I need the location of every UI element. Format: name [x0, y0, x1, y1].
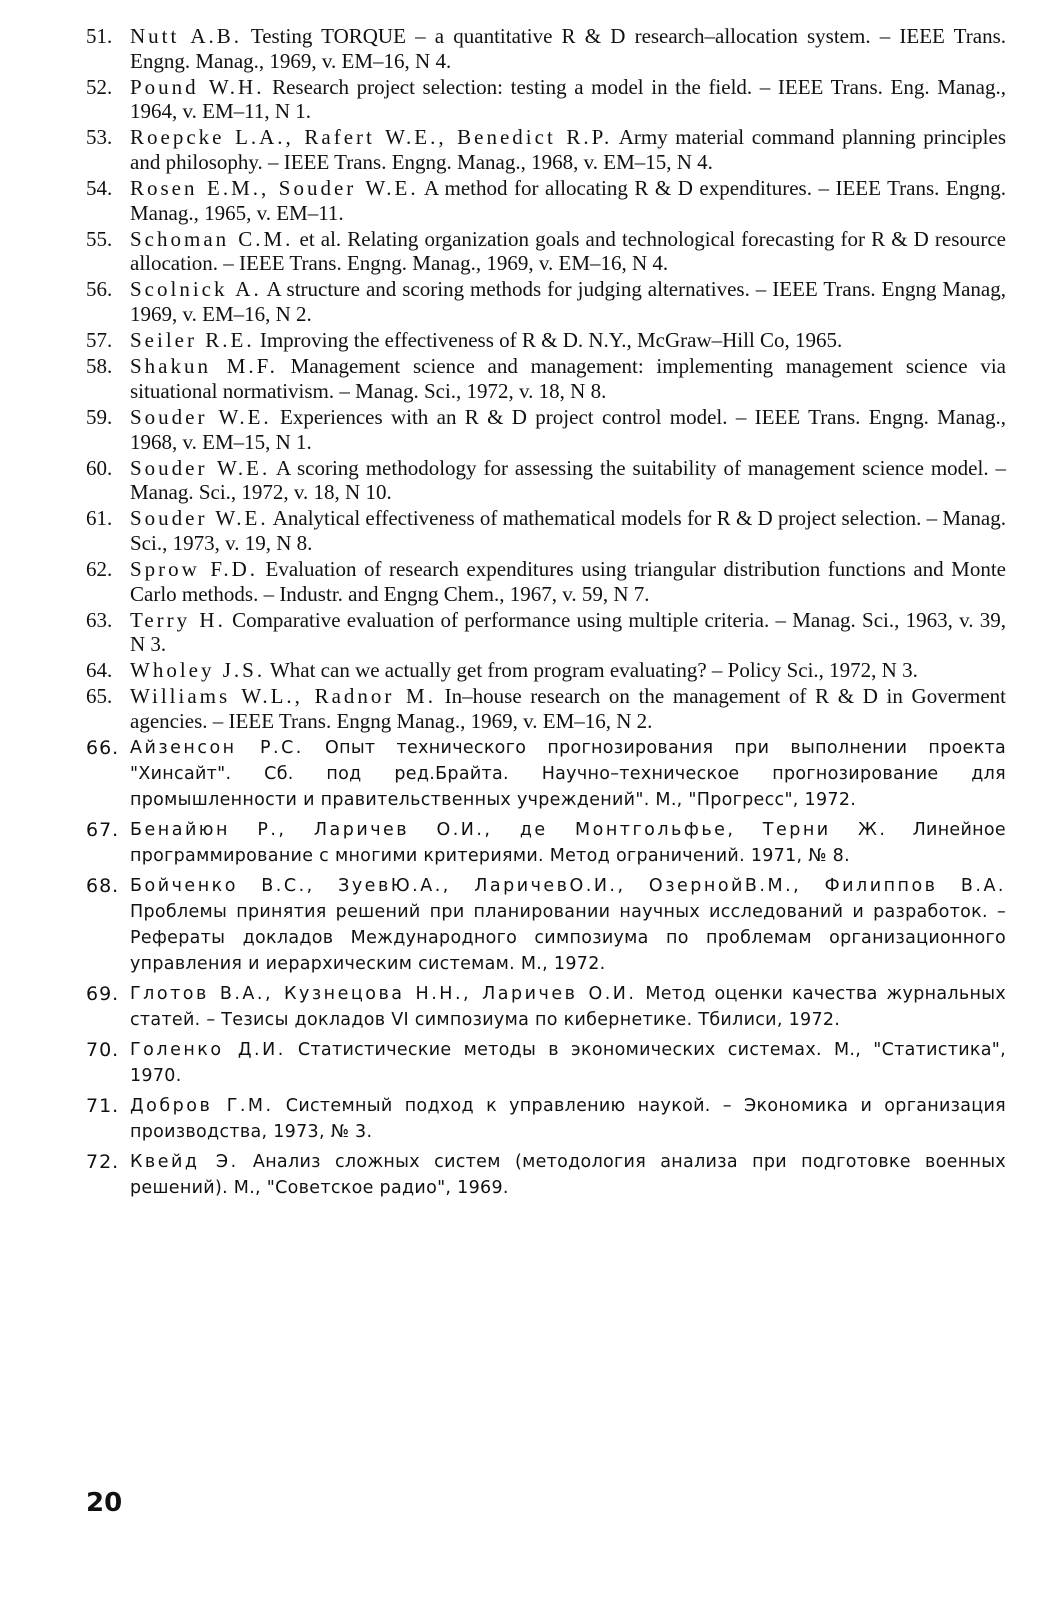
reference-item — [86, 24, 1006, 73]
reference-item — [86, 1149, 1006, 1201]
reference-item — [86, 817, 1006, 869]
reference-number: 60. — [86, 455, 113, 480]
reference-item — [86, 658, 1006, 683]
reference-number: 57. — [86, 328, 113, 353]
reference-number: 53. — [86, 125, 113, 150]
reference-author: Scolnick A. — [130, 277, 262, 302]
reference-item — [86, 873, 1006, 977]
reference-text: A scoring methodology for assessing the suitability of management science model. – Manag. Sci., 1972, v. 18, N 10. — [130, 455, 1006, 505]
reference-item — [86, 176, 1006, 225]
reference-text: Management science and management: implementing management science via situational normativism. – Manag. Sci., 1972, v. 18, N 8. — [130, 354, 1006, 403]
reference-number: 52. — [86, 74, 113, 99]
reference-text: Improving the effectiveness of R & D. N.Y., McGraw–Hill Co, 1965. — [259, 328, 843, 353]
reference-item — [86, 277, 1006, 326]
reference-text: Проблемы принятия решений при планировании научных исследований и разработок. – Рефераты докладов Международного симпозиума по проблемам организационного управления и иерархическим системам. М., 1972. — [130, 902, 1006, 975]
reference-number: 70. — [86, 1039, 120, 1062]
reference-item — [86, 328, 1006, 353]
reference-author: Добров Г.М. — [130, 1096, 274, 1117]
reference-item — [86, 125, 1006, 174]
reference-number: 64. — [86, 658, 113, 683]
reference-author: Seiler R.E. — [130, 328, 255, 353]
reference-text: Evaluation of research expenditures using triangular distribution functions and Monte Carlo methods. – Industr. and Engng Chem., 1967, v. 59, N 7. — [130, 556, 1006, 606]
reference-item — [86, 1093, 1006, 1145]
reference-number: 67. — [86, 819, 120, 842]
reference-author: Williams W.L., Radnor M. — [130, 684, 436, 709]
reference-item — [86, 981, 1006, 1033]
reference-number: 72. — [86, 1151, 120, 1174]
reference-text: Testing TORQUE – a quantitative R & D research–allocation system. – IEEE Trans. Engng. Manag., 1969, v. EM–16, N 4. — [130, 24, 1006, 73]
reference-item — [86, 1037, 1006, 1089]
page-number: 20 — [86, 1488, 123, 1518]
reference-author: Голенко Д.И. — [130, 1040, 286, 1061]
reference-item — [86, 506, 1006, 555]
reference-number: 69. — [86, 983, 120, 1006]
reference-number: 59. — [86, 404, 113, 429]
reference-author: Shakun M.F. — [130, 354, 278, 379]
reference-author: Бенайюн Р., Ларичев О.И., де Монтгольфье, Терни Ж. — [130, 820, 888, 841]
reference-text: Analytical effectiveness of mathematical models for R & D project selection. – Manag. Sci., 1973, v. 19, N 8. — [130, 506, 1006, 555]
reference-text: et al. Relating organization goals and technological forecasting for R & D resource allocation. – IEEE Trans. Engng. Manag., 1969, v. EM–16, N 4. — [130, 226, 1006, 276]
reference-author: Айзенсон Р.С. — [130, 738, 304, 759]
reference-number: 63. — [86, 607, 113, 632]
reference-author: Roepcke L.A., Rafert W.E., Benedict R.P. — [130, 125, 613, 150]
reference-item — [86, 227, 1006, 276]
reference-author: Souder W.E. — [130, 506, 269, 531]
reference-item — [86, 456, 1006, 505]
reference-item — [86, 557, 1006, 606]
reference-item — [86, 75, 1006, 124]
reference-number: 51. — [86, 24, 113, 48]
reference-number: 65. — [86, 684, 113, 709]
reference-number: 62. — [86, 556, 113, 581]
reference-author: Pound W.H. — [130, 74, 265, 99]
reference-author: Wholey J.S. — [130, 658, 266, 683]
reference-text: A structure and scoring methods for judging alternatives. – IEEE Trans. Engng Manag, 1969, v. EM–16, N 2. — [130, 277, 1006, 327]
reference-text: Статистические методы в экономических системах. М., "Статистика", 1970. — [130, 1040, 1006, 1087]
reference-author: Schoman C.M. — [130, 226, 294, 251]
reference-number: 54. — [86, 176, 113, 201]
reference-item — [86, 354, 1006, 403]
reference-number: 56. — [86, 277, 113, 302]
reference-item — [86, 405, 1006, 454]
reference-number: 71. — [86, 1095, 120, 1118]
reference-text: Анализ сложных систем (методология анализа при подготовке военных решений). М., "Советское радио", 1969. — [130, 1152, 1006, 1199]
reference-author: Terry H. — [130, 607, 226, 632]
reference-author: Глотов В.А., Кузнецова Н.Н., Ларичев О.И. — [130, 984, 637, 1005]
reference-author: Квейд Э. — [130, 1152, 239, 1173]
reference-author: Rosen E.M., Souder W.E. — [130, 176, 419, 201]
reference-text: A method for allocating R & D expenditures. – IEEE Trans. Engng. Manag., 1965, v. EM–11. — [130, 176, 1006, 225]
reference-number: 58. — [86, 354, 113, 379]
reference-text: Research project selection: testing a model in the field. – IEEE Trans. Eng. Manag., 1964, v. EM–11, N 1. — [130, 74, 1007, 124]
reference-text: Experiences with an R & D project control model. – IEEE Trans. Engng. Manag., 1968, v. EM–15, N 1. — [130, 404, 1006, 454]
reference-text: Comparative evaluation of performance using multiple criteria. – Manag. Sci., 1963, v. 39, N 3. — [130, 607, 1006, 657]
reference-author: Souder W.E. — [130, 455, 271, 480]
reference-text: Линейное программирование с многими критериями. Метод ограничений. 1971, № 8. — [130, 820, 1006, 867]
reference-number: 66. — [86, 737, 120, 760]
reference-text: In–house research on the management of R & D in Goverment agencies. – IEEE Trans. Engng Manag., 1969, v. EM–16, N 2. — [130, 684, 1006, 734]
reference-item — [86, 608, 1006, 657]
reference-item — [86, 684, 1006, 733]
reference-number: 55. — [86, 226, 113, 251]
reference-author: Sprow F.D. — [130, 556, 259, 581]
reference-text: Метод оценки качества журнальных статей. – Тезисы докладов VI симпозиума по кибернетике. Тбилиси, 1972. — [130, 984, 1006, 1031]
reference-text: What can we actually get from program evaluating? – Policy Sci., 1972, N 3. — [269, 658, 918, 683]
reference-text: Системный подход к управлению наукой. – Экономика и организация производства, 1973, № 3. — [130, 1096, 1006, 1143]
reference-text: Army material command planning principles and philosophy. – IEEE Trans. Engng. Manag., 1968, v. EM–15, N 4. — [130, 125, 1007, 174]
reference-list — [86, 24, 1006, 1205]
reference-number: 68. — [86, 875, 120, 898]
reference-author: Бойченко В.С., ЗуевЮ.А., ЛаричевО.И., ОзернойВ.М., Филиппов В.А. — [130, 876, 1006, 897]
reference-item — [86, 735, 1006, 813]
reference-author: Nutt A.B. — [130, 24, 243, 48]
reference-text: Опыт технического прогнозирования при выполнении проекта "Хинсайт". Сб. под ред.Брайта. Научно–техническое прогнозирование для промышленности и правительственных учреждений". М., "Прогресс", 1972. — [130, 738, 1006, 811]
reference-number: 61. — [86, 506, 113, 531]
reference-author: Souder W.E. — [130, 404, 272, 429]
